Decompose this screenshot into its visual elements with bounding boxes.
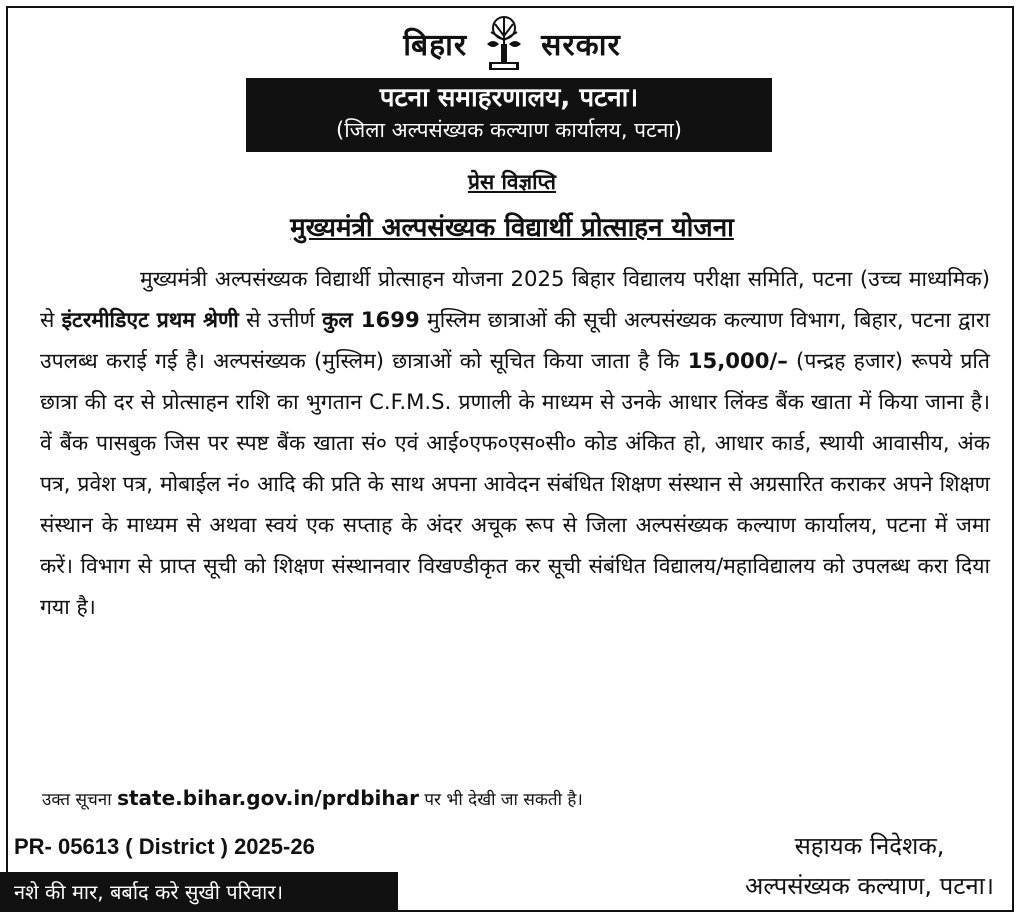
body-text-3: मुस्लिम छात्राओं की सूची अल्पसंख्यक कल्याण विभाग, बिहार, पटना द्वारा उपलब्ध कराई गई है। अल्पसंख्यक (मुस्लिम) छात्राओं को सूचित किया जाता है कि [40, 307, 991, 373]
body-bold-1: इंटरमीडिएट प्रथम श्रेणी [61, 307, 239, 332]
website-notice [42, 786, 583, 810]
office-banner [246, 78, 772, 152]
notice-prefix: उक्त सूचना [42, 790, 118, 810]
body-bold-3: 15,000/– [687, 348, 788, 373]
body-text-1: मुख्यमंत्री अल्पसंख्यक विद्यार्थी प्रोत्साहन योजना 2025 बिहार विद्यालय परीक्षा समिति, पटना (उच्च माध्यमिक) से [40, 266, 990, 332]
body-paragraph [40, 258, 990, 627]
signatory-department: अल्पसंख्यक कल्याण, पटना। [744, 872, 994, 900]
scheme-title: मुख्यमंत्री अल्पसंख्यक विद्यार्थी प्रोत्साहन योजना [290, 213, 734, 243]
signatory-block [745, 826, 994, 906]
body-text-2: से उत्तीर्ण [238, 307, 323, 332]
notice-url: state.bihar.gov.in/prdbihar [117, 786, 419, 810]
body-bold-2: कुल 1699 [322, 307, 420, 332]
office-name: पटना समाहरणालय, पटना। [379, 83, 639, 113]
anti-drug-slogan: नशे की मार, बर्बाद करे सुखी परिवार। [0, 872, 398, 912]
office-subname: (जिला अल्पसंख्यक कल्याण कार्यालय, पटना) [336, 118, 682, 142]
pr-number: PR- 05613 ( District ) 2025-26 [14, 834, 315, 859]
bihar-state-emblem-icon [479, 14, 529, 72]
body-text-4: (पन्द्रह हजार) रूपये प्रति छात्रा की दर से प्रोत्साहन राशि का भुगतान C.F.M.S. प्रणाली के माध्यम से उनके आधार लिंक्ड बैंक खाता में किया जाना है। वें बैंक पासबुक जिस पर स्पष्ट बैंक खाता सं० एवं आई०एफ०एस०सी० कोड अंकित हो, आधार कार्ड, स्थायी आवासीय, अंक पत्र, प्रवेश पत्र, मोबाईल नं० आदि की प्रति के साथ अपना आवेदन संबंधित शिक्षण संस्थान से अग्रसारित कराकर अपने शिक्षण संस्थान के माध्यम से अथवा स्वयं एक सप्ताह के अंदर अचूक रूप से जिला अल्पसंख्यक कल्याण कार्यालय, पटना में जमा करें। विभाग से प्राप्त सूची को शिक्षण संस्थानवार विखण्डीकृत कर सूची संबंधित विद्यालय/महाविद्यालय को उपलब्ध करा दिया गया है। [40, 348, 990, 619]
notice-suffix: पर भी देखी जा सकती है। [419, 790, 583, 810]
header-right-word: सरकार [541, 27, 621, 63]
signatory-title: सहायक निदेशक, [794, 832, 945, 860]
govt-header [0, 14, 1024, 72]
press-release-title: प्रेस विज्ञप्ति [468, 170, 556, 194]
header-left-word: बिहार [403, 27, 468, 63]
